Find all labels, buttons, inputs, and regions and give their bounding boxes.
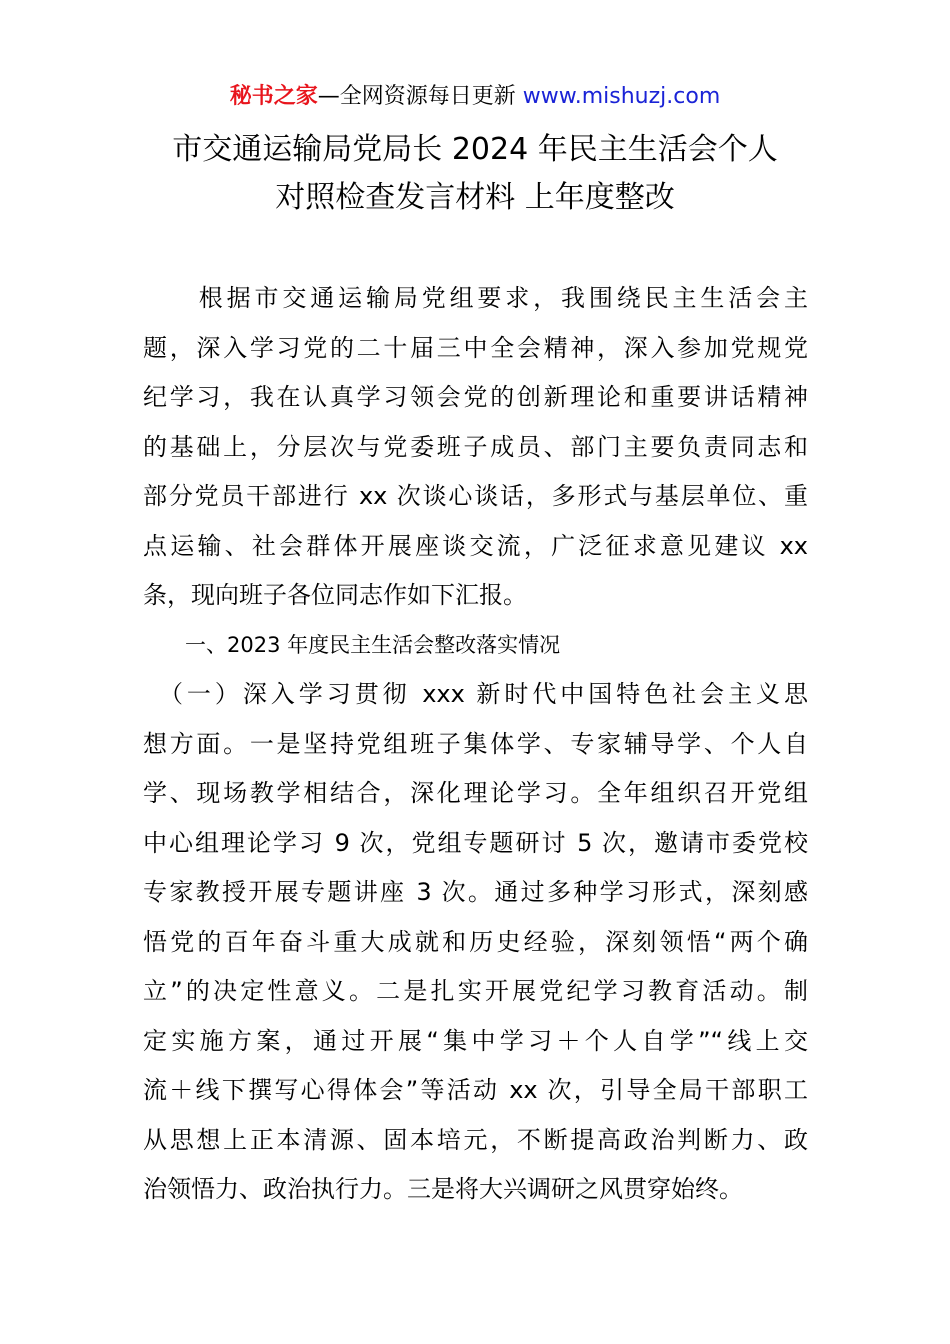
body-line: 条，现向班子各位同志作如下汇报。 bbox=[143, 581, 527, 609]
body-line: 流＋线下撰写心得体会”等活动 xx 次，引导全局干部职工 bbox=[143, 1076, 808, 1104]
document-body bbox=[143, 274, 808, 1215]
site-name: 秘书之家 bbox=[229, 84, 318, 109]
body-line: 点运输、社会群体开展座谈交流，广泛征求意见建议 xx bbox=[143, 531, 808, 560]
body-line: 悟党的百年奋斗重大成就和历史经验，深刻领悟“两个确 bbox=[143, 927, 808, 956]
body-line: 立”的决定性意义。二是扎实开展党纪学习教育活动。制 bbox=[143, 977, 808, 1005]
document-title-line-1: 市交通运输局党局长 2024 年民主生活会个人 bbox=[172, 132, 778, 167]
body-line: 根据市交通运输局党组要求，我围绕民主生活会主 bbox=[143, 284, 808, 312]
body-line: 的基础上，分层次与党委班子成员、部门主要负责同志和 bbox=[143, 432, 808, 461]
body-line: 题，深入学习党的二十届三中全会精神，深入参加党规党 bbox=[143, 333, 808, 362]
site-url-link[interactable]: www.mishuzj.com bbox=[522, 84, 721, 109]
body-line: 中心组理论学习 9 次，党组专题研讨 5 次，邀请市委党校 bbox=[143, 828, 808, 857]
body-line: 治领悟力、政治执行力。三是将大兴调研之风贯穿始终。 bbox=[143, 1175, 743, 1203]
body-line: 学、现场教学相结合，深化理论学习。全年组织召开党组 bbox=[143, 779, 808, 807]
body-line: （一）深入学习贯彻 xxx 新时代中国特色社会主义思 bbox=[143, 680, 808, 708]
body-line: 部分党员干部进行 xx 次谈心谈话，多形式与基层单位、重 bbox=[143, 482, 808, 510]
site-tagline: —全网资源每日更新 bbox=[317, 84, 523, 109]
section-heading: 一、2023 年度民主生活会整改落实情况 bbox=[143, 632, 561, 657]
document-title bbox=[0, 126, 950, 222]
body-line: 从思想上正本清源、固本培元，不断提高政治判断力、政 bbox=[143, 1125, 808, 1154]
site-header bbox=[0, 82, 950, 112]
document-title-line-2: 对照检查发言材料 上年度整改 bbox=[275, 180, 675, 215]
body-line: 定实施方案，通过开展“集中学习＋个人自学”“线上交 bbox=[143, 1026, 808, 1055]
body-line: 想方面。一是坚持党组班子集体学、专家辅导学、个人自 bbox=[143, 729, 808, 758]
body-line: 专家教授开展专题讲座 3 次。通过多种学习形式，深刻感 bbox=[143, 878, 808, 906]
body-line: 纪学习，我在认真学习领会党的创新理论和重要讲话精神 bbox=[143, 383, 808, 411]
